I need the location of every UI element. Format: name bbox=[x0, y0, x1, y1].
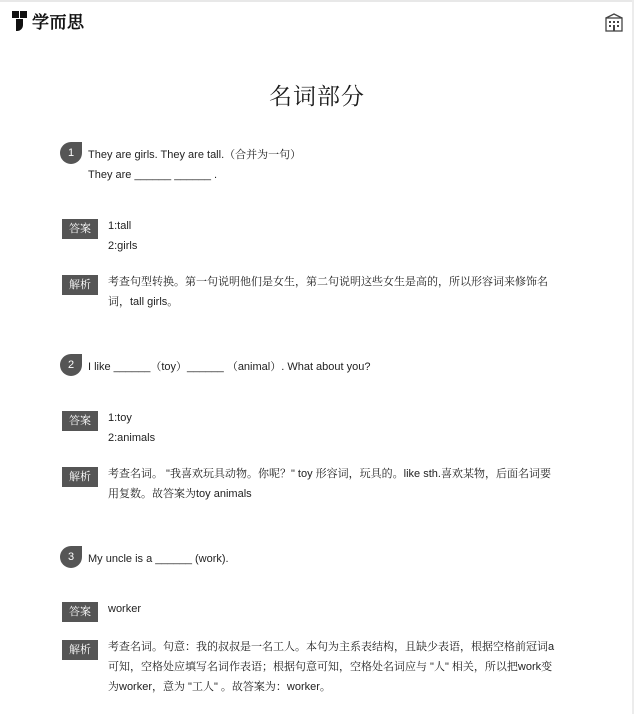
analysis-text bbox=[108, 272, 568, 312]
logo bbox=[12, 8, 85, 32]
analysis-label: 解析 bbox=[62, 467, 98, 487]
question-line: They are girls. They are tall.（合并为一句） bbox=[88, 149, 302, 161]
question-text bbox=[88, 145, 301, 185]
answer-line: 2:animals bbox=[108, 432, 156, 444]
analysis-line: 可知，空格处应填写名词作表语；根据句意可知，空格处名词应与 "人" 相关，所以把work变 bbox=[108, 661, 553, 673]
answer-label: 答案 bbox=[62, 411, 98, 431]
logo-text: 学而思 bbox=[32, 12, 85, 32]
analysis-line: 考查句型转换。第一句说明他们是女生，第二句说明这些女生是高的，所以形容词来修饰名 bbox=[108, 276, 548, 288]
answer-text bbox=[108, 599, 568, 619]
answer-line: 1:toy bbox=[108, 412, 132, 424]
answer-text bbox=[108, 216, 568, 256]
top-border bbox=[0, 0, 634, 2]
logo-mark-icon bbox=[12, 9, 28, 31]
analysis-label: 解析 bbox=[62, 640, 98, 660]
answer-line: 1:tall bbox=[108, 220, 132, 232]
answer-label: 答案 bbox=[62, 219, 98, 239]
question-number: 2 bbox=[60, 354, 82, 376]
answer-text bbox=[108, 408, 568, 448]
analysis-line: 考查名词。句意：我的叔叔是一名工人。本句为主系表结构，且缺少表语，根据空格前冠词a bbox=[108, 641, 555, 653]
analysis-text bbox=[108, 637, 568, 697]
question-number: 3 bbox=[60, 546, 82, 568]
analysis-label: 解析 bbox=[62, 275, 98, 295]
building-icon bbox=[604, 12, 624, 32]
answer-label: 答案 bbox=[62, 602, 98, 622]
analysis-text bbox=[108, 464, 568, 504]
answer-line: 2:girls bbox=[108, 240, 138, 252]
question-text bbox=[88, 357, 371, 377]
analysis-line: 用复数。故答案为toy animals bbox=[108, 488, 252, 500]
answer-line: worker bbox=[108, 603, 142, 615]
question-line: They are ______ ______ . bbox=[88, 169, 218, 181]
question-number: 1 bbox=[60, 142, 82, 164]
analysis-line: 为worker，意为 "工人" 。故答案为：worker。 bbox=[108, 681, 331, 693]
page-title: 名词部分 bbox=[269, 83, 365, 109]
analysis-line: 考查名词。 "我喜欢玩具动物。你呢？" toy 形容词，玩具的。like sth.喜欢某物，后面名词要 bbox=[108, 468, 551, 480]
question-line: My uncle is a ______ (work). bbox=[88, 553, 229, 565]
question-line: I like ______（toy）______ （animal）. What about you? bbox=[88, 361, 371, 373]
analysis-line: 词，tall girls。 bbox=[108, 296, 179, 308]
question-text bbox=[88, 549, 229, 569]
